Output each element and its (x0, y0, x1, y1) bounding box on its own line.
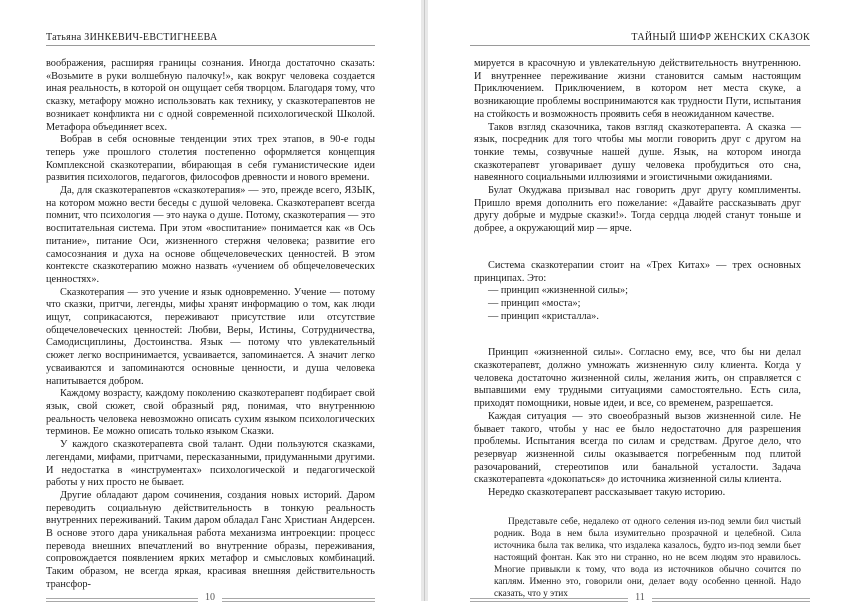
story-quote: Представьте себе, недалеко от одного селения из-под земли бил чистый родник. Вода в нем была изумительно прозрачной и целебной. Сила источника была так велика, что издалека казалось, будто из-под земли бьет настоящий фонтан. Как это ни странно, но не всем людям это нравилось. Многие привыкли к тому, что вода из источников обычно сочится по каплям. Именно это, говорили они, делает воду особенно ценной. Надо сказать, что у этих (494, 516, 801, 599)
paragraph: Да, для сказкотерапевтов «сказкотерапия» — это, прежде всего, ЯЗЫК, на котором можно вести беседы с душой человека. Сказкотерапевт всегда помнит, что психология — это наука о душе. Потому, сказкотерапия — это воспитательная система. При этом «воспитание» понимается как «в Ось питание», питание Оси, жизненного стержня человека; развитие его самосознания и духа на основе общечеловеческих ценностей. В этом контексте сказкотерапию можно назвать «учением об общечеловеческих ценностях». (46, 185, 375, 285)
paragraph: Система сказкотерапии стоит на «Трех Китах» — трех основных принципах. Это: (474, 259, 801, 284)
paragraph: Булат Окуджава призывал нас говорить друг другу комплименты. Пришло время дополнить его пожелание: «Давайте рассказывать друг другу добрые и мудрые сказки!». Тогда сердца людей станут тоньше и добрее, а окружающий мир — ярче. (474, 185, 801, 235)
left-page (0, 0, 421, 601)
right-page (428, 0, 848, 601)
paragraph: Сказкотерапия — это учение и язык одновременно. Учение — потому что сказки, притчи, легенды, мифы хранят информацию о том, как люди ищут, соприкасаются, переживают присутствие или отсутствие общечеловеческих ценностей: Любви, Веры, Истины, Сотрудничества, Самодисциплины, Достоинства. Язык — потому что увлекательный сюжет легко воспринимается, усваивается, запоминается. А значит легко усваиваются и запоминаются основные ценности, и душа человека напитывается добром. (46, 286, 375, 387)
paragraph: воображения, расширяя границы сознания. Иногда достаточно сказать: «Возьмите в руки волшебную палочку!», как вокруг человека создается иная реальность, в которой он ощущает себя творцом. Благодаря тому, что сказку, метафору можно использовать как технику, у сказкотерапевтов не возникает конфликта ни с одной современной психологической Школой. Метафора объединяет всех. (46, 58, 375, 133)
running-head-book-title: ТАЙНЫЙ ШИФР ЖЕНСКИХ СКАЗОК (631, 32, 810, 43)
paragraph: Каждая ситуация — это своеобразный вызов жизненной силе. Не бывает такого, чтобы у нас ее было недостаточно для разрешения проблемы. Испытания всегда по силам и средствам. Другое дело, что резервуар жизненной силы оказывается погребенным под плитой разочарований, стереотипов или банальной усталости. Задача сказкотерапевта «докопаться» до источника жизненной силы клиента. (474, 410, 801, 486)
header-rule (470, 45, 810, 46)
left-body-text (46, 58, 375, 592)
running-head-author: Татьяна ЗИНКЕВИЧ-ЕВСТИГНЕЕВА (46, 32, 218, 43)
paragraph: Нередко сказкотерапевт рассказывает такую историю. (488, 487, 726, 499)
list-item: — принцип «моста»; (488, 297, 581, 309)
paragraph: Таков взгляд сказочника, таков взгляд сказкотерапевта. А сказка — язык, посредник для того чтобы мы могли говорить друг с другом на тонкие темы, созвучные нашей душе. Язык, на котором иногда сказкотерапевт уговаривает душу человека пробудиться ото сна, навеянного социальными иллюзиями и эгоистичными ожиданиями. (474, 121, 801, 184)
paragraph: Вобрав в себя основные тенденции этих трех этапов, в 90-е годы теперь уже прошлого столетия постепенно оформляется концепция Комплексной сказкотерапии, вбирающая в себя гуманистические идеи развития психологов, педагогов, философов древности и нового времени. (46, 134, 375, 184)
paragraph: Другие обладают даром сочинения, создания новых историй. Даром переводить социальную действительность в тонкую реальность внутренних переживаний. Таким даром обладал Ганс Христиан Андерсен. В основе этого дара уникальная работа механизма интроекции: процесс перевода внешних впечатлений во внутренние образы, переживания, сопровождается появлением ярких метафор и смысловых комбинаций. Таким образом, не всегда яркая, красивая внешняя действительность трансфор- (46, 489, 375, 590)
list-item: — принцип «жизненной силы»; (488, 285, 628, 297)
paragraph: Каждому возрасту, каждому поколению сказкотерапевт подбирает свой язык, свой сюжет, свой образный ряд, понимая, что внутреннюю реальность человека невозможно описать сухим языком психологических терминов. Ее можно описать только языком Сказки. (46, 388, 375, 438)
book-gutter (421, 0, 428, 601)
page-number: 10 (198, 592, 222, 603)
principles-list (474, 285, 801, 323)
paragraph: мируется в красочную и увлекательную действительность внутреннюю. И внутреннее переживание жизни становится самым настоящим Приключением. Приключением, в котором нет места скуке, а возникающие проблемы воспринимаются как трудности Пути, испытания на стойкость и возможность проявить себя в неожиданном качестве. (474, 58, 801, 120)
list-item: — принцип «кристалла». (488, 310, 599, 322)
paragraph: У каждого сказкотерапевта свой талант. Одни пользуются сказками, легендами, мифами, притчами, пересказанными, придуманными другими. И недостатка в «инструментах» психологической и педагогической работы у них просто не бывает. (46, 439, 375, 489)
right-body-text (474, 58, 801, 600)
page-number: 11 (628, 592, 652, 603)
paragraph: Принцип «жизненной силы». Согласно ему, все, что бы ни делал сказкотерапевт, должно умножать жизненную силу клиента. Когда у человека достаточно жизненной силы, желания жить, он справляется с выпавшими ему трудными ситуациями самостоятельно. Есть сила, приходят помощники, новые идеи, и все, со временем, разрешается. (474, 347, 801, 410)
header-rule (46, 45, 375, 46)
